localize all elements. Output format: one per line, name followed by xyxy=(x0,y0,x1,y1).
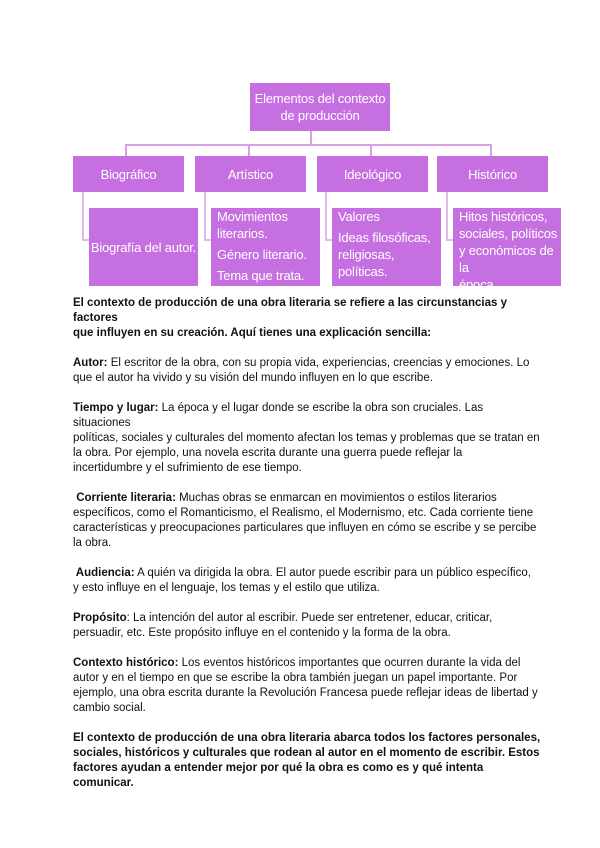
category-ideologico xyxy=(317,156,428,192)
detail-line: Biografía del autor. xyxy=(90,239,197,255)
intro-line: que influyen en su creación. Aquí tienes una explicación sencilla: xyxy=(73,327,432,339)
conclusion-line: sociales, históricos y culturales que rodean al autor en el momento de escribir. Estos xyxy=(73,747,540,759)
section-line: A quién va dirigida la obra. El autor puede escribir para un público específico, xyxy=(134,567,531,579)
connector-1 xyxy=(125,144,127,156)
section-line: la obra. xyxy=(73,537,112,549)
category-artistico xyxy=(195,156,306,192)
connector-4 xyxy=(490,144,492,156)
detail-line: y económicos de la xyxy=(459,243,554,275)
section-audiencia xyxy=(73,566,543,596)
section-label: Corriente literaria: xyxy=(73,492,176,504)
section-line: incertidumbre y el sufrimiento de ese tiempo. xyxy=(73,462,302,474)
section-line: Muchas obras se enmarcan en movimientos o estilos literarios xyxy=(175,492,497,504)
section-line: : La intención del autor al escribir. Puede ser entretener, educar, criticar, xyxy=(126,612,493,624)
section-contexto-historico xyxy=(73,656,543,716)
section-corriente xyxy=(73,491,543,551)
horizontal-connector xyxy=(125,144,492,146)
section-line: El escritor de la obra, con su propia vida, experiencias, creencias y emociones. Lo xyxy=(107,357,530,369)
section-label: Contexto histórico: xyxy=(73,657,179,669)
section-line: La época y el lugar donde se escribe la obra son cruciales. Las situaciones xyxy=(73,402,484,429)
root-connector xyxy=(310,131,312,145)
category-biografico xyxy=(73,156,184,192)
intro-paragraph xyxy=(73,296,543,341)
bracket-4-v xyxy=(446,192,448,240)
section-label: Audiencia: xyxy=(73,567,135,579)
section-autor xyxy=(73,356,543,386)
detail-line: Ideas filosóficas, xyxy=(338,230,431,245)
section-line: persuadir, etc. Este propósito influye en el contenido y la forma de la obra. xyxy=(73,627,451,639)
intro-line: El contexto de producción de una obra literaria se refiere a las circunstancias y factores xyxy=(73,297,507,324)
detail-line: sociales, políticos xyxy=(459,226,558,241)
category-historico xyxy=(437,156,548,192)
body-text xyxy=(73,296,543,806)
section-line: ejemplo, una obra escrita durante la Revolución Francesa puede reflejar ideas de libertad y xyxy=(73,687,538,699)
connector-2 xyxy=(248,144,250,156)
bracket-2-v xyxy=(204,192,206,240)
section-line: la obra. Por ejemplo, una novela escrita durante una guerra puede reflejar la xyxy=(73,447,463,459)
category-title: Artístico xyxy=(227,166,274,182)
section-line: específicos, como el Romanticismo, el Realismo, el Modernismo, etc. Cada corriente tiene xyxy=(73,507,534,519)
section-line: que el autor ha vivido y su visión del mundo influyen en lo que escribe. xyxy=(73,372,433,384)
detail-artistico xyxy=(211,208,320,286)
section-line: y esto influye en el lenguaje, los temas y el estilo que utiliza. xyxy=(73,582,380,594)
root-line-1: Elementos del contexto xyxy=(254,91,386,106)
conclusion-paragraph xyxy=(73,731,543,791)
category-title: Histórico xyxy=(468,166,517,182)
section-label: Propósito xyxy=(73,612,127,624)
detail-line: Género literario. xyxy=(217,247,307,262)
detail-line: Tema que trata. xyxy=(217,268,305,283)
detail-biografico xyxy=(89,208,198,286)
detail-ideologico xyxy=(332,208,441,286)
connector-3 xyxy=(370,144,372,156)
section-label: Tiempo y lugar: xyxy=(73,402,159,414)
conclusion-line: El contexto de producción de una obra literaria abarca todos los factores personales, xyxy=(73,732,541,744)
section-label: Autor: xyxy=(73,357,108,369)
detail-historico xyxy=(453,208,561,292)
section-line: autor y en el tiempo en que se escribe la obra también juegan un papel importante. Por xyxy=(73,672,518,684)
category-title: Biográfico xyxy=(100,166,157,182)
category-title: Ideológico xyxy=(343,166,402,182)
detail-line: religiosas, políticas. xyxy=(338,247,395,279)
concept-diagram xyxy=(0,0,600,300)
section-tiempo-lugar xyxy=(73,401,543,476)
root-box xyxy=(250,83,390,131)
root-line-2: de producción xyxy=(280,108,360,123)
detail-line: Movimientos literarios. xyxy=(217,209,288,241)
detail-line: época. xyxy=(459,277,497,292)
detail-line: Hitos históricos, xyxy=(459,209,548,224)
bracket-3-v xyxy=(325,192,327,240)
bracket-1-v xyxy=(82,192,84,240)
conclusion-line: factores ayudan a entender mejor por qué la obra es como es y qué intenta comunicar. xyxy=(73,762,484,789)
section-line: cambio social. xyxy=(73,702,146,714)
section-line: políticas, sociales y culturales del momento afectan los temas y problemas que se tratan en xyxy=(73,432,540,444)
section-proposito xyxy=(73,611,543,641)
section-line: características y preocupaciones particulares que influyen en cómo se escribe y se percibe xyxy=(73,522,537,534)
section-line: Los eventos históricos importantes que ocurren durante la vida del xyxy=(178,657,521,669)
detail-line: Valores xyxy=(338,209,380,224)
